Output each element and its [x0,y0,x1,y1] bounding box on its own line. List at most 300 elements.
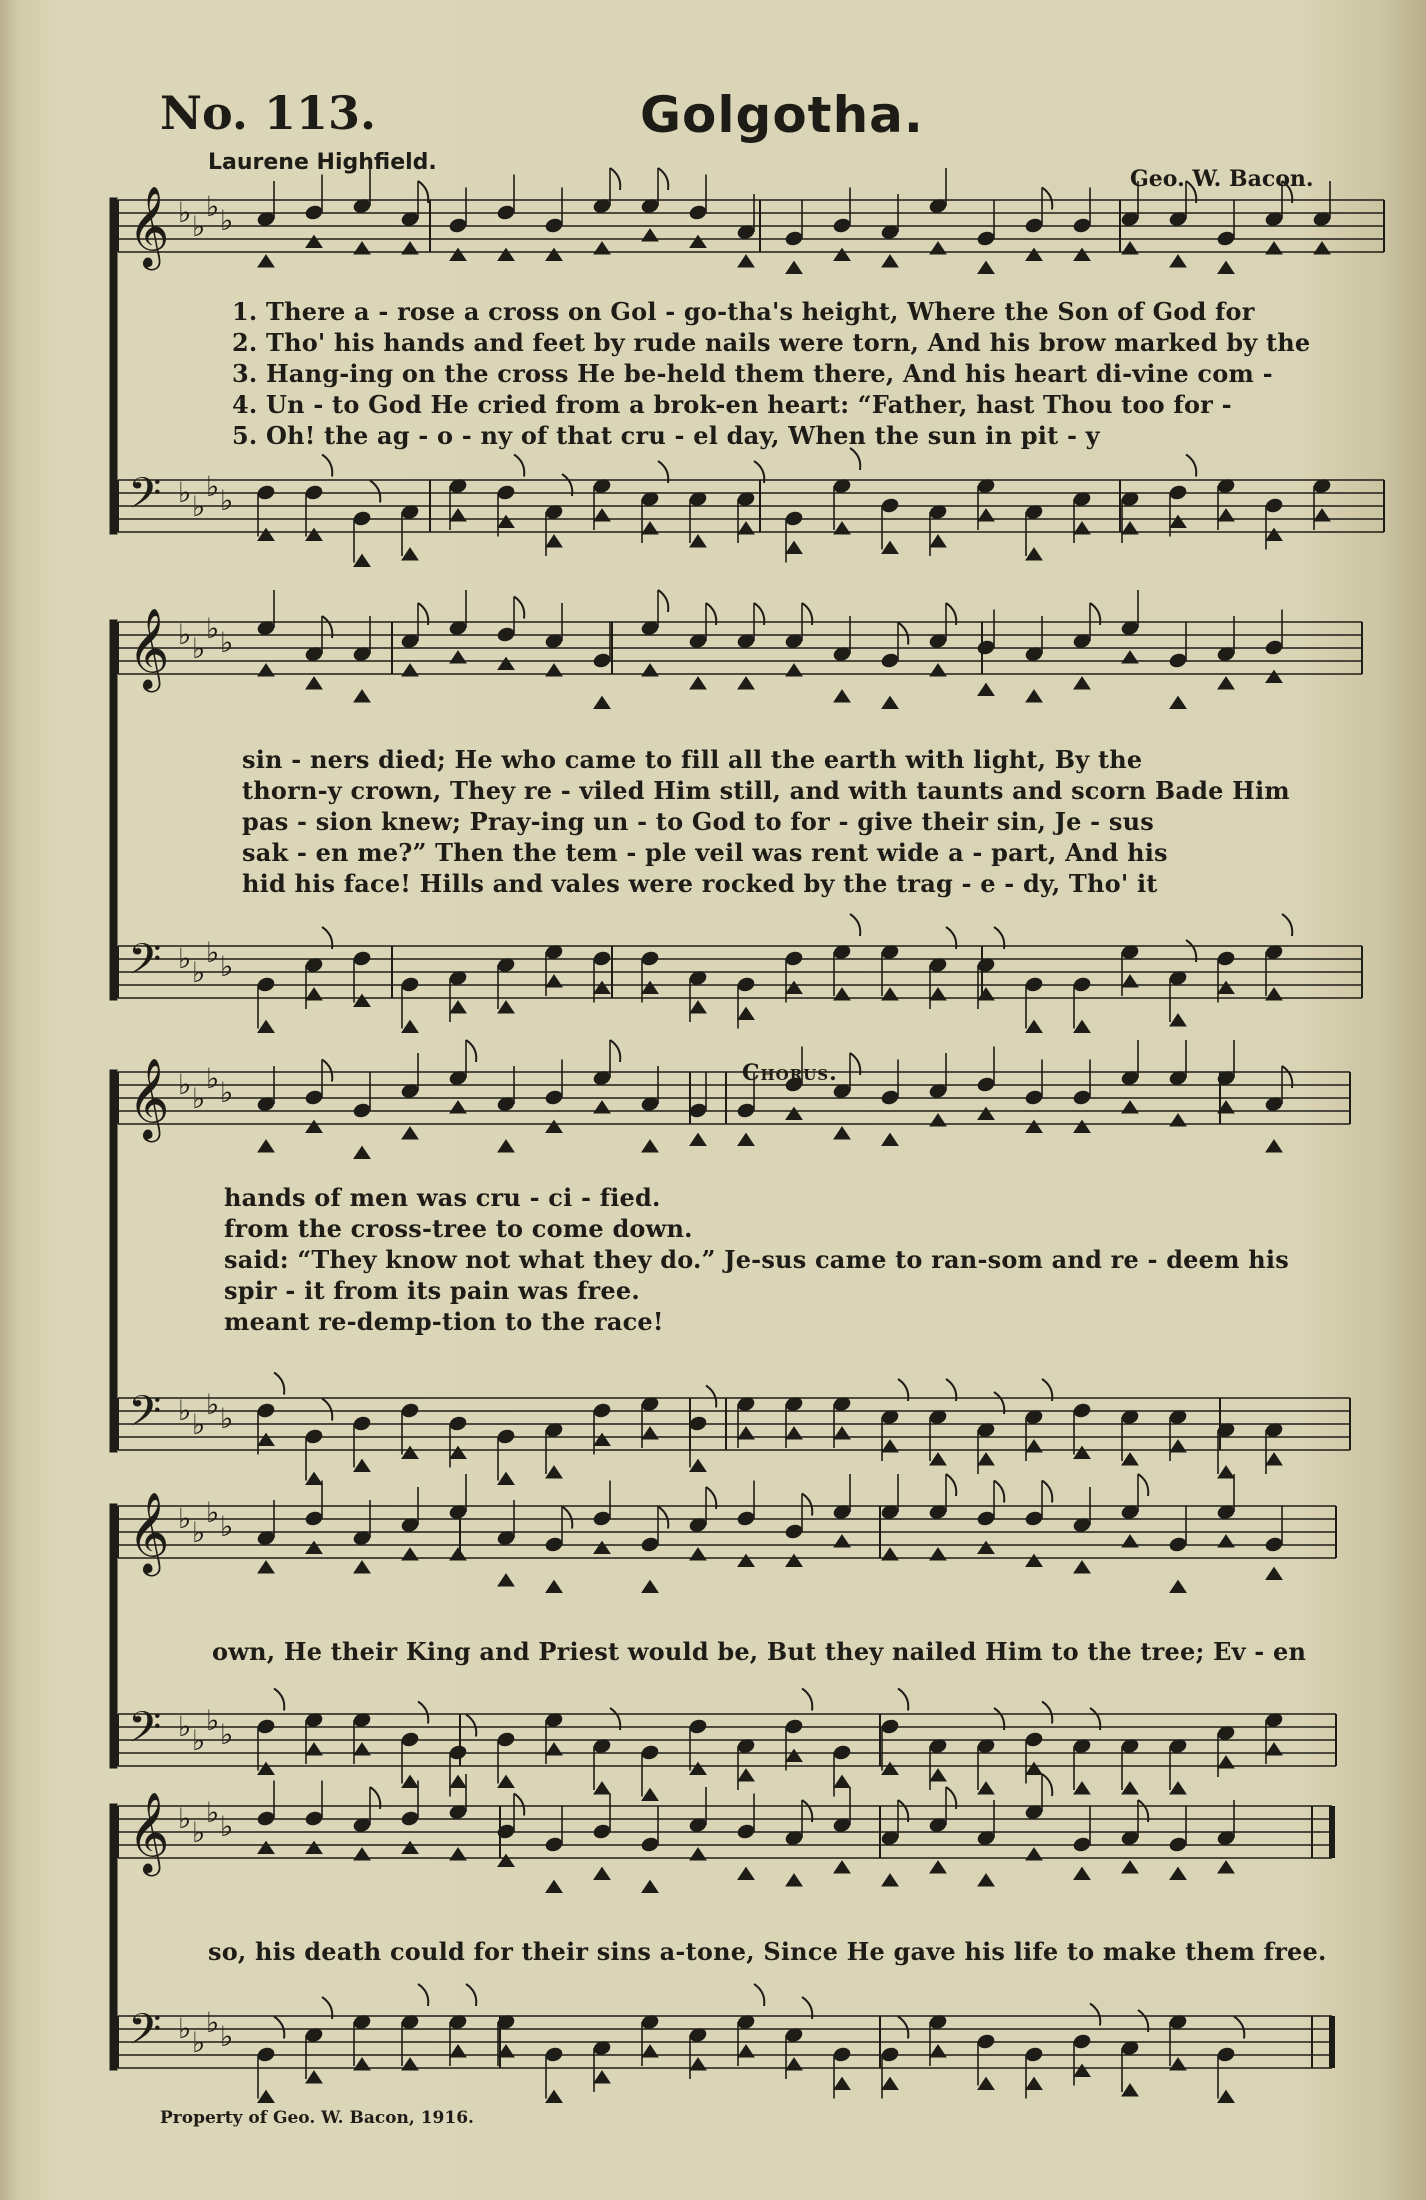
note-head [450,249,466,261]
note-head [1170,2058,1186,2070]
note-head [1170,1440,1186,1452]
note-head [594,697,610,709]
note-head [402,664,418,676]
note-flag [274,2017,284,2039]
note-flag [850,914,860,936]
bass-clef: 𝄢 [128,1703,162,1763]
note-head [594,1542,610,1554]
note-head [738,677,754,689]
flat-sign: ♭ [220,484,234,517]
flat-sign: ♭ [178,1710,192,1743]
note-head [1218,1861,1234,1873]
note-head [544,1836,563,1853]
note-head [834,1861,850,1873]
chorus-lyric-line-2: so, his death could for their sins a-tone, Since He gave his life to make them free. [208,1937,1327,1966]
flat-sign: ♭ [220,1510,234,1543]
note-head [736,1823,755,1840]
note-flag [754,1984,764,2006]
note-head [448,1415,467,1432]
note-head [1266,529,1282,541]
note-flag [1042,1774,1052,1796]
verse-lyrics-block-2 [242,744,1290,899]
note-head [880,2046,899,2063]
note-head [1266,988,1282,1000]
note-head [1026,2078,1042,2090]
note-head [834,1535,850,1547]
note-head [786,1427,802,1439]
note-head [1122,1782,1138,1794]
note-head [1218,1756,1234,1768]
lyric-line: hid his face! Hills and vales were rocked by the trag - e - dy, Tho' it [242,869,1158,898]
note-head [1026,1763,1042,1775]
note-head [1266,1568,1282,1580]
note-head [642,664,658,676]
note-head [306,677,322,689]
note-head [786,2058,802,2070]
note-head [354,1848,370,1860]
chorus-label: Chorus. [742,1060,838,1086]
note-head [258,1434,274,1446]
note-head [1122,1861,1138,1873]
note-head [1264,497,1283,514]
flat-sign: ♭ [206,612,220,645]
note-head [930,1114,946,1126]
note-head [1072,1402,1091,1419]
note-flag [322,455,332,477]
note-head [642,1581,658,1593]
note-head [690,1001,706,1013]
flat-sign: ♭ [178,618,192,651]
hymn-number: No. 113. [160,86,376,140]
note-head [978,988,994,1000]
note-head [1024,1731,1043,1748]
note-head [1024,217,1043,234]
note-head [1072,976,1091,993]
note-head [736,1510,755,1527]
note-head [594,2071,610,2083]
flat-sign: ♭ [178,2012,192,2045]
note-head [1170,516,1186,528]
system-brace [110,1804,117,2070]
note-head [400,1810,419,1827]
note-head [882,988,898,1000]
note-head [546,1466,562,1478]
note-head [402,1776,418,1788]
note-head [786,1874,802,1886]
note-head [834,690,850,702]
note-head [306,1743,322,1755]
note-head [258,255,274,267]
note-head [978,509,994,521]
note-head [642,1881,658,1893]
note-head [1170,1114,1186,1126]
note-head [786,1750,802,1762]
flat-sign: ♭ [206,2006,220,2039]
note-head [402,1548,418,1560]
note-head [642,2045,658,2057]
note-head [1072,1836,1091,1853]
note-head [738,255,754,267]
note-head [882,255,898,267]
note-head [690,1763,706,1775]
note-head [496,484,515,501]
note-head [688,1415,707,1432]
note-head [976,1076,995,1093]
note-head [882,1548,898,1560]
note-head [258,1021,274,1033]
note-flag [1090,2004,1100,2026]
note-head [304,1089,323,1106]
note-head [594,509,610,521]
note-head [642,522,658,534]
note-head [1170,255,1186,267]
note-head [256,976,275,993]
note-head [258,1140,274,1152]
note-head [498,1001,514,1013]
note-head [304,204,323,221]
note-head [976,230,995,247]
note-head [1218,677,1234,689]
note-head [1026,1021,1042,1033]
note-head [256,2046,275,2063]
verse-lyrics-block-3 [224,1182,1289,1337]
note-head [738,522,754,534]
note-head [498,1140,514,1152]
note-head [400,976,419,993]
note-head [354,1460,370,1472]
note-head [930,664,946,676]
note-head [1074,1447,1090,1459]
note-head [402,548,418,560]
note-flag [370,481,380,503]
note-head [592,950,611,967]
note-flag [1042,1702,1052,1724]
note-head [1218,262,1234,274]
note-head [256,484,275,501]
note-head [1024,976,1043,993]
note-head [592,652,611,669]
note-head [448,1744,467,1761]
note-head [642,1427,658,1439]
note-head [832,1744,851,1761]
note-head [402,2058,418,2070]
note-head [1218,1466,1234,1478]
note-head [930,535,946,547]
flat-sign: ♭ [220,1810,234,1843]
note-head [258,1763,274,1775]
flat-sign: ♭ [206,1388,220,1421]
verse-lyrics-block-1 [232,296,1310,451]
note-head [1168,1836,1187,1853]
flat-sign: ♭ [178,1802,192,1835]
note-head [738,1868,754,1880]
note-flag [658,168,668,190]
note-flag [658,590,668,612]
note-head [1122,2084,1138,2096]
note-head [256,1718,275,1735]
flat-sign: ♭ [206,470,220,503]
flat-sign: ♭ [192,1816,206,1849]
note-head [1170,1868,1186,1880]
note-head [352,1102,371,1119]
note-head [882,1440,898,1452]
note-head [1314,509,1330,521]
flat-sign: ♭ [206,936,220,969]
lyric-line: 1. There a - rose a cross on Gol - go-tha's height, Where the Son of God for [232,297,1255,326]
note-head [400,1731,419,1748]
note-head [976,1510,995,1527]
note-head [498,658,514,670]
note-head [738,1008,754,1020]
note-flag [898,1689,908,1711]
note-head [544,2046,563,2063]
note-head [690,1134,706,1146]
note-head [834,1776,850,1788]
note-head [546,1581,562,1593]
note-head [352,950,371,967]
note-head [354,242,370,254]
note-head [546,1881,562,1893]
flat-sign: ♭ [192,1082,206,1115]
note-head [834,1127,850,1139]
note-head [1170,1014,1186,1026]
note-head [1026,1440,1042,1452]
note-head [786,542,802,554]
flat-sign: ♭ [178,1502,192,1535]
note-head [402,1127,418,1139]
note-head [1170,1581,1186,1593]
note-flag [1186,455,1196,477]
note-head [258,2091,274,2103]
note-head [640,1836,659,1853]
note-head [976,639,995,656]
note-head [786,664,802,676]
note-head [496,626,515,643]
note-head [1074,522,1090,534]
note-head [1026,1121,1042,1133]
flat-sign: ♭ [178,942,192,975]
bass-clef: 𝄢 [128,1387,162,1447]
note-head [1266,1743,1282,1755]
note-head [882,542,898,554]
note-head [784,230,803,247]
flat-sign: ♭ [206,1062,220,1095]
note-flag [466,1984,476,2006]
note-flag [898,2017,908,2039]
note-head [1026,249,1042,261]
note-head [1074,1868,1090,1880]
lyric-line: sak - en me?” Then the tem - ple veil was rent wide a - part, And his [242,838,1168,867]
note-flag [418,1984,428,2006]
note-head [546,249,562,261]
note-head [402,1842,418,1854]
treble-clef: 𝄞 [128,607,170,689]
flat-sign: ♭ [220,2020,234,2053]
note-head [306,988,322,1000]
note-head [880,1089,899,1106]
note-head [880,1718,899,1735]
note-flag [322,1060,332,1082]
flat-sign: ♭ [192,490,206,523]
flat-sign: ♭ [178,196,192,229]
lyric-line: from the cross-tree to come down. [224,1214,693,1243]
note-head [1168,652,1187,669]
note-head [1266,1140,1282,1152]
note-head [930,1548,946,1560]
note-head [498,1574,514,1586]
note-head [304,1810,323,1827]
note-head [690,236,706,248]
note-head [594,982,610,994]
note-head [1074,677,1090,689]
note-head [544,217,563,234]
note-head [690,1848,706,1860]
lyric-line: sin - ners died; He who came to fill all the earth with light, By the [242,745,1143,774]
note-head [354,1147,370,1159]
note-head [546,535,562,547]
note-head [834,988,850,1000]
flat-sign: ♭ [192,1724,206,1757]
note-head [400,1402,419,1419]
note-head [450,1848,466,1860]
lyric-line: 3. Hang-ing on the cross He be-held them there, And his heart di-vine com - [232,359,1273,388]
flat-sign: ♭ [220,204,234,237]
note-head [786,1108,802,1120]
treble-clef: 𝄞 [128,1491,170,1573]
note-head [352,1415,371,1432]
note-head [496,204,515,221]
note-flag [418,1702,428,1724]
bass-clef: 𝄢 [128,469,162,529]
note-head [930,242,946,254]
note-head [882,1874,898,1886]
note-head [1024,2046,1043,2063]
note-flag [802,1689,812,1711]
note-head [1026,548,1042,560]
note-head [930,1861,946,1873]
note-head [880,497,899,514]
note-flag [1282,914,1292,936]
note-head [544,1536,563,1553]
system-brace [110,620,117,1000]
note-head [978,1782,994,1794]
note-head [1122,242,1138,254]
note-head [450,1101,466,1113]
note-flag [994,1481,1004,1503]
flat-sign: ♭ [192,2026,206,2059]
note-flag [706,1386,716,1408]
note-head [450,1548,466,1560]
treble-clef: 𝄞 [128,1791,170,1873]
flat-sign: ♭ [206,190,220,223]
note-head [1314,242,1330,254]
note-head [306,1473,322,1485]
system-brace [110,198,117,534]
flat-sign: ♭ [206,1796,220,1829]
note-flag [274,1689,284,1711]
note-head [496,1428,515,1445]
note-head [1168,484,1187,501]
lyric-line: 4. Un - to God He cried from a brok-en heart: “Father, hast Thou too for - [232,390,1232,419]
note-head [592,1402,611,1419]
note-head [1168,1536,1187,1553]
note-head [304,484,323,501]
note-head [1266,242,1282,254]
note-head [1122,1453,1138,1465]
flat-sign: ♭ [178,1068,192,1101]
note-head [1122,975,1138,987]
note-head [544,1089,563,1106]
note-flag [514,597,524,619]
note-head [930,988,946,1000]
note-head [546,2091,562,2103]
note-head [1122,522,1138,534]
note-flag [466,1040,476,1062]
chorus-lyric-line-1: own, He their King and Priest would be, But they nailed Him to the tree; Ev - en [212,1637,1307,1666]
note-head [1264,1536,1283,1553]
note-head [1122,1101,1138,1113]
composer-credit: Geo. W. Bacon. [1130,166,1314,192]
note-head [450,2045,466,2057]
note-head [1122,1535,1138,1547]
note-head [306,2071,322,2083]
bass-clef: 𝄢 [128,935,162,995]
note-flag [1138,1474,1148,1496]
note-head [304,1510,323,1527]
note-head [834,522,850,534]
flat-sign: ♭ [192,956,206,989]
note-head [882,1134,898,1146]
note-head [688,1718,707,1735]
note-head [688,204,707,221]
note-flag [514,455,524,477]
note-head [1072,217,1091,234]
note-head [1072,2033,1091,2050]
note-head [498,516,514,528]
note-head [1024,1089,1043,1106]
note-head [784,950,803,967]
note-head [352,510,371,527]
note-head [690,1548,706,1560]
system-brace [110,1504,117,1768]
note-flag [274,1373,284,1395]
note-head [738,2045,754,2057]
note-head [306,529,322,541]
note-head [592,1510,611,1527]
note-head [1266,1453,1282,1465]
flat-sign: ♭ [206,1704,220,1737]
note-head [592,1823,611,1840]
note-head [690,2058,706,2070]
note-head [1072,1089,1091,1106]
note-head [1074,1121,1090,1133]
note-head [690,677,706,689]
note-head [258,664,274,676]
note-head [978,1542,994,1554]
note-head [642,982,658,994]
lyric-line: 5. Oh! the ag - o - ny of that cru - el day, When the sun in pit - y [232,421,1100,450]
note-head [448,217,467,234]
note-head [256,1402,275,1419]
flat-sign: ♭ [220,1076,234,1109]
note-flag [610,1040,620,1062]
note-head [1216,230,1235,247]
lyric-line: 2. Tho' his hands and feet by rude nails were torn, And his brow marked by the [232,328,1311,357]
note-head [834,2078,850,2090]
note-head [498,1473,514,1485]
note-head [930,1453,946,1465]
note-head [738,1134,754,1146]
